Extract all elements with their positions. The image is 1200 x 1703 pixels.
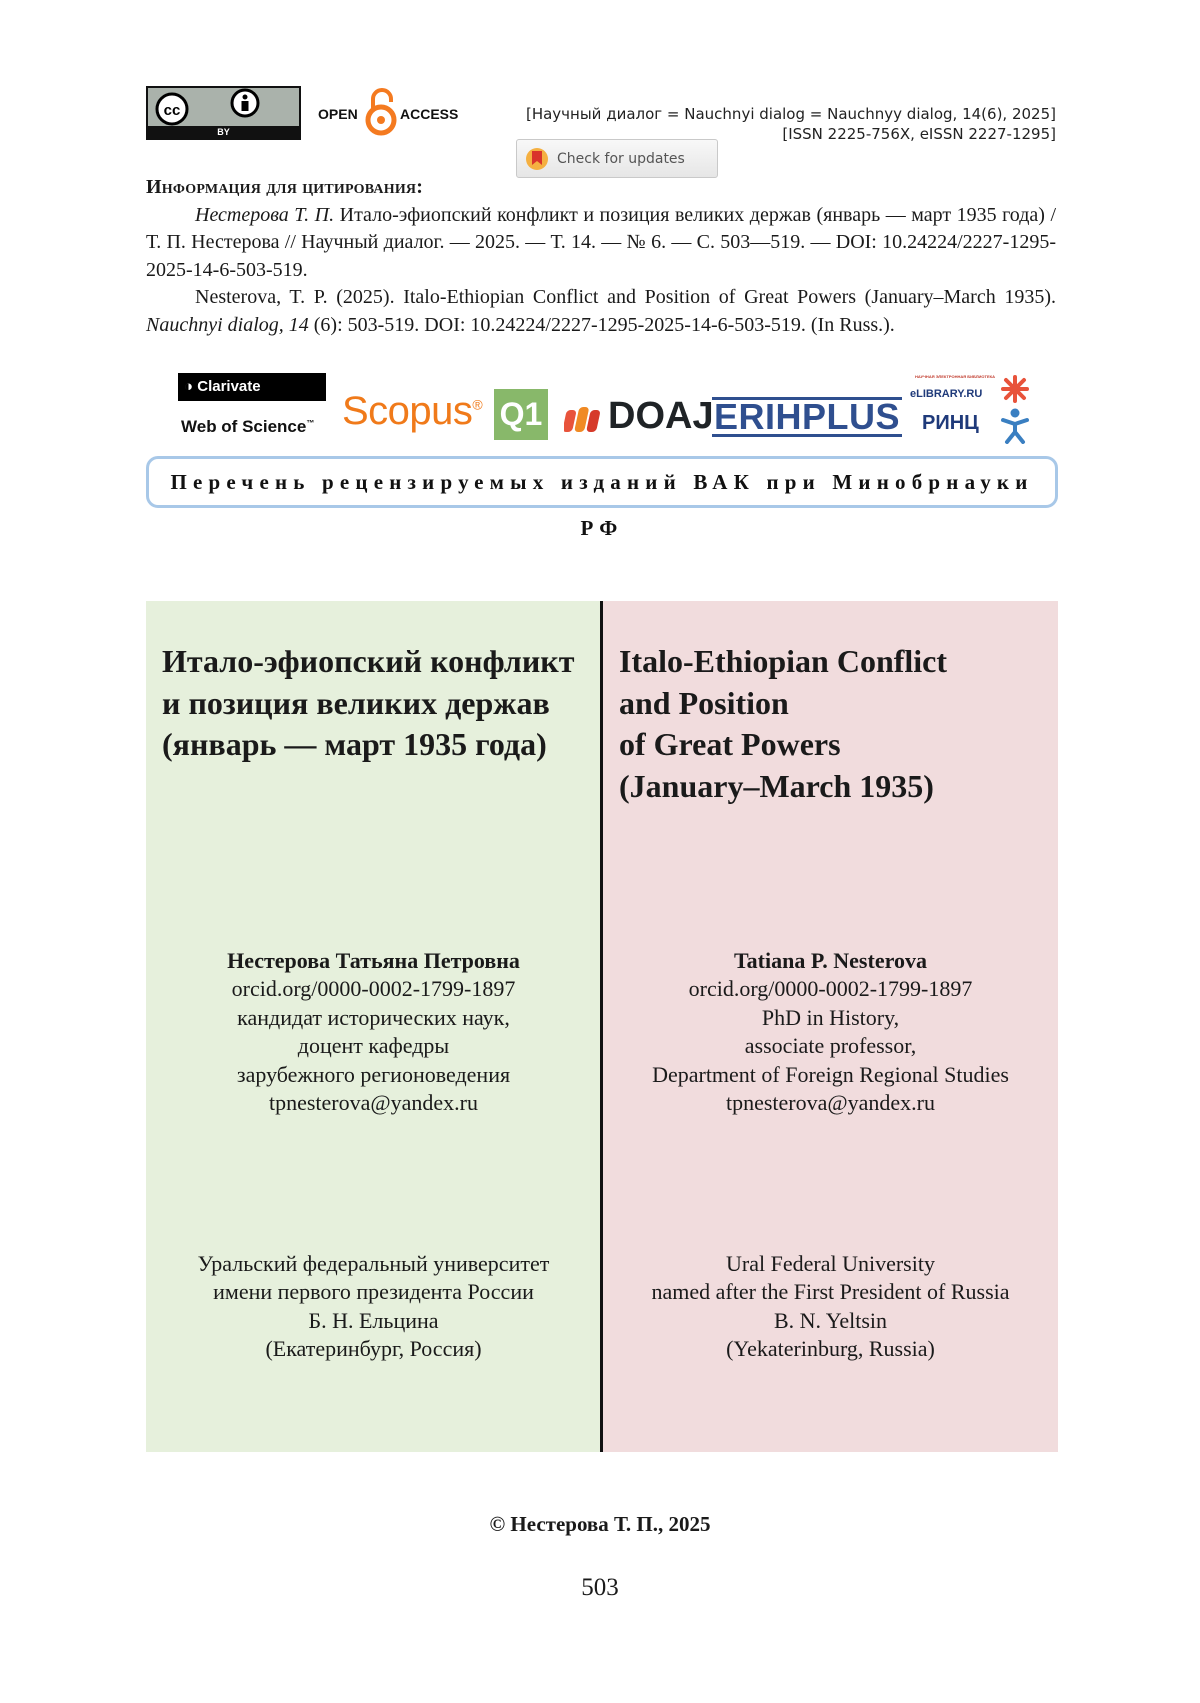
author-degree-en: PhD in History, xyxy=(761,1004,900,1030)
author-name-ru: Нестерова Татьяна Петровна xyxy=(227,948,520,973)
citation-en-text-1: Nesterova, T. P. (2025). Italo-Ethiopian Conflict and Position of Great Powers (January–March 1935). xyxy=(195,286,1056,308)
clarivate-logo[interactable] xyxy=(178,373,326,401)
erihplus-logo[interactable] xyxy=(712,397,902,437)
clarivate-icon: ◑ xyxy=(184,378,198,395)
q1-quartile-badge: Q1 xyxy=(494,389,548,440)
affiliation-ru-line: имени первого президента России xyxy=(213,1279,534,1305)
article-title-en xyxy=(619,641,947,807)
russian-info-panel xyxy=(146,601,601,1452)
title-en-line: of Great Powers xyxy=(619,726,841,762)
open-access-logo[interactable] xyxy=(318,86,458,140)
open-access-left-text: OPEN xyxy=(318,106,358,122)
vak-list-banner: Перечень рецензируемых изданий ВАК при Минобрнауки РФ xyxy=(146,456,1058,508)
author-orcid-en[interactable]: orcid.org/0000-0002-1799-1897 xyxy=(688,976,973,1002)
english-info-panel xyxy=(603,601,1058,1452)
affiliation-ru-line: Уральский федеральный университет xyxy=(197,1251,550,1276)
author-email-en[interactable]: tpnesterova@yandex.ru xyxy=(725,1090,936,1116)
clarivate-label: Clarivate xyxy=(197,378,261,395)
author-block-ru xyxy=(146,947,601,1117)
copyright-notice: © Нестерова Т. П., 2025 xyxy=(489,1512,711,1536)
elibrary-subtitle: НАУЧНАЯ ЭЛЕКТРОННАЯ БИБЛИОТЕКА xyxy=(915,374,995,379)
title-ru-line: (январь — март 1935 года) xyxy=(162,726,547,762)
citation-en-journal: Nauchnyi dialog, 14 xyxy=(146,313,309,336)
affiliation-ru-line: Б. Н. Ельцина xyxy=(308,1307,439,1333)
svg-text:cc: cc xyxy=(163,102,181,119)
author-block-en xyxy=(603,947,1058,1117)
title-ru-line: и позиция великих держав xyxy=(162,684,550,721)
open-access-lock-icon xyxy=(364,86,398,138)
citation-block xyxy=(146,174,1056,339)
page-number: 503 xyxy=(581,1574,619,1601)
affiliation-en-line: Ural Federal University xyxy=(726,1251,935,1276)
author-position-en: associate professor, xyxy=(744,1033,917,1059)
author-degree-ru: кандидат исторических наук, xyxy=(237,1004,510,1030)
citation-ru-authors: Нестерова Т. П. xyxy=(195,203,335,226)
author-position-ru: доцент кафедры xyxy=(297,1033,450,1059)
author-orcid-ru[interactable]: orcid.org/0000-0002-1799-1897 xyxy=(231,976,516,1002)
cc-by-license-badge[interactable] xyxy=(146,86,301,140)
author-name-en: Tatiana P. Nesterova xyxy=(734,948,927,973)
web-of-science-label: Web of Science xyxy=(181,417,307,436)
journal-reference xyxy=(526,104,1056,144)
affiliation-en-line: (Yekaterinburg, Russia) xyxy=(726,1336,935,1362)
erihplus-label: ERIHPLUS xyxy=(714,396,901,437)
journal-ref-line2: [ISSN 2225-756X, eISSN 2227-1295] xyxy=(782,125,1056,143)
scopus-label: Scopus xyxy=(342,389,473,433)
title-en-line: Italo-Ethiopian Conflict xyxy=(619,643,948,679)
doaj-logo[interactable] xyxy=(608,395,714,438)
affiliation-en-line: B. N. Yeltsin xyxy=(773,1307,888,1333)
author-department-en: Department of Foreign Regional Studies xyxy=(652,1061,1009,1087)
affiliation-ru xyxy=(146,1250,601,1364)
citation-ru-text: Итало-эфиопский конфликт и позиция великих держав (январь — март 1935 года) / Т. П. Нестерова // Научный диалог. — 2025. — Т. 14. — № 6. — С. 503—519. — DOI: 10.24224/2227-1295-2025-14-6-503-519. xyxy=(146,203,1056,281)
elibrary-rinc-logo[interactable] xyxy=(910,374,1030,444)
citation-heading: Информация для цитирования: xyxy=(146,176,424,198)
title-en-line: (January–March 1935) xyxy=(619,767,934,804)
citation-russian xyxy=(146,202,1056,285)
author-department-ru: зарубежного регионоведения xyxy=(236,1061,511,1087)
title-en-line: and Position xyxy=(619,684,789,721)
check-for-updates-label: Check for updates xyxy=(557,150,685,167)
title-ru-line: Итало-эфиопский конфликт xyxy=(162,643,575,679)
citation-english xyxy=(146,284,1056,339)
rinc-label: РИНЦ xyxy=(922,412,979,434)
doaj-label: DOAJ xyxy=(608,395,714,437)
open-access-right-text: ACCESS xyxy=(400,106,459,122)
elibrary-label: eLIBRARY.RU xyxy=(910,388,983,400)
web-of-science-logo[interactable]: Web of Science™ xyxy=(181,417,315,436)
crossmark-icon xyxy=(525,147,549,171)
check-for-updates-button[interactable] xyxy=(516,139,718,178)
rinc-person-icon xyxy=(1000,408,1030,444)
article-title-ru xyxy=(162,641,574,766)
cc-by-label: BY xyxy=(148,126,299,138)
affiliation-en xyxy=(603,1250,1058,1364)
affiliation-en-line: named after the First President of Russia xyxy=(651,1279,1010,1305)
author-email-ru[interactable]: tpnesterova@yandex.ru xyxy=(268,1090,479,1116)
journal-ref-line1: [Научный диалог = Nauchnyi dialog = Nauchnyy dialog, 14(6), 2025] xyxy=(525,105,1056,123)
affiliation-ru-line: (Екатеринбург, Россия) xyxy=(265,1336,482,1362)
doaj-icon xyxy=(564,404,604,434)
cc-by-icon xyxy=(148,88,299,126)
citation-en-text-2: (6): 503-519. DOI: 10.24224/2227-1295-2025-14-6-503-519. (In Russ.). xyxy=(308,313,895,336)
scopus-logo[interactable]: Scopus® xyxy=(342,389,483,433)
elibrary-star-icon xyxy=(1000,374,1030,404)
